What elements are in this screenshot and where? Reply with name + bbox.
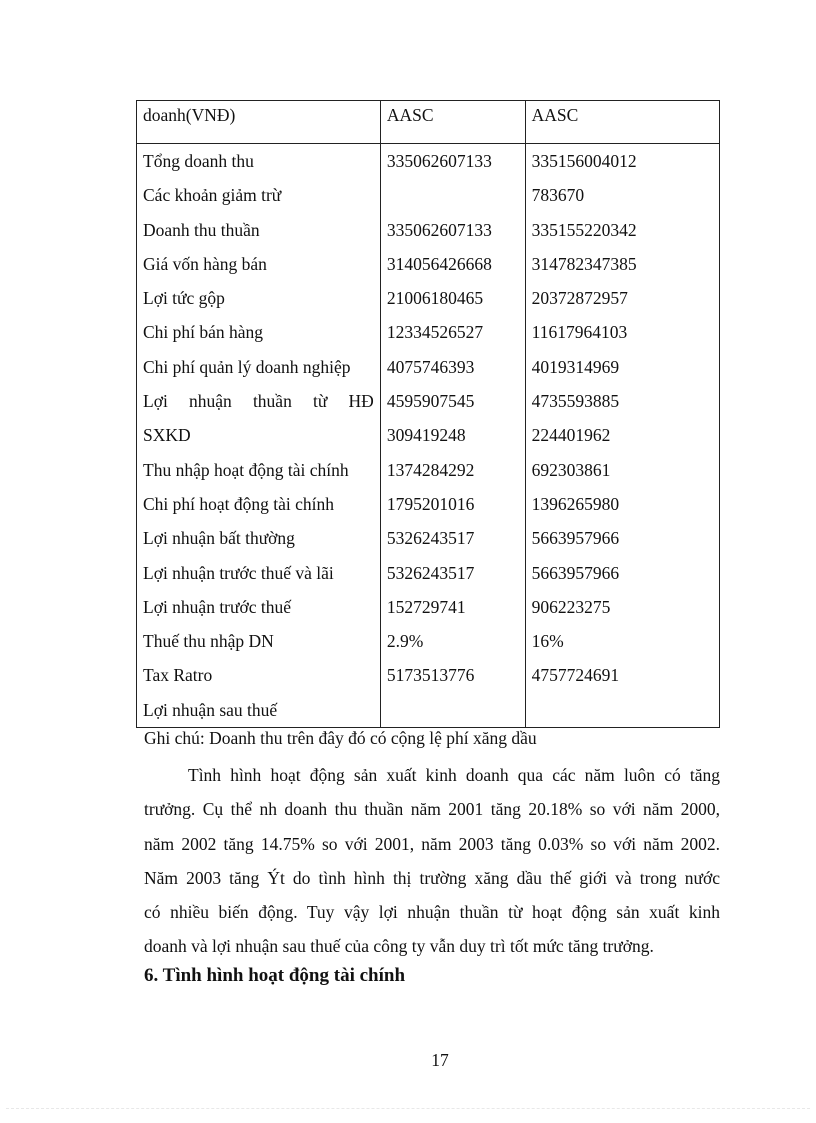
row-value-col1: 4595907545 bbox=[380, 384, 525, 418]
row-value-col2 bbox=[525, 693, 719, 728]
row-value-col1: 335062607133 bbox=[380, 213, 525, 247]
row-value-col2: 5663957966 bbox=[525, 521, 719, 555]
paragraph-line: Năm 2003 tăng Ýt do tình hình thị trường xăng dầu thế giới và trong nước bbox=[144, 867, 720, 888]
row-value-col2: 4019314969 bbox=[525, 350, 719, 384]
table-row bbox=[137, 315, 720, 349]
row-label: Thu nhập hoạt động tài chính bbox=[137, 453, 381, 487]
paragraph-line: trưởng. Cụ thể nh doanh thu thuần năm 2001 tăng 20.18% so với năm 2000, bbox=[144, 799, 720, 820]
row-label: SXKD bbox=[137, 418, 381, 452]
row-label: Lợi nhuận trước thuế và lãi bbox=[137, 556, 381, 590]
row-label: Lợi tức gộp bbox=[137, 281, 381, 315]
row-value-col1: 152729741 bbox=[380, 590, 525, 624]
row-value-col2: 314782347385 bbox=[525, 247, 719, 281]
page-number: 17 bbox=[431, 1050, 449, 1070]
row-value-col2: 783670 bbox=[525, 178, 719, 212]
table-row bbox=[137, 556, 720, 590]
row-value-col1: 5326243517 bbox=[380, 556, 525, 590]
row-label: Doanh thu thuần bbox=[137, 213, 381, 247]
paragraph-line: doanh và lợi nhuận sau thuế của công ty vẫn duy trì tốt mức tăng trưởng. bbox=[144, 936, 654, 957]
row-value-col1: 335062607133 bbox=[380, 144, 525, 179]
row-value-col2: 5663957966 bbox=[525, 556, 719, 590]
row-value-col1: 314056426668 bbox=[380, 247, 525, 281]
row-value-col2: 906223275 bbox=[525, 590, 719, 624]
row-value-col2: 11617964103 bbox=[525, 315, 719, 349]
row-label bbox=[137, 384, 381, 418]
row-value-col2: 1396265980 bbox=[525, 487, 719, 521]
table-note: Ghi chú: Doanh thu trên đây đó có cộng lệ phí xăng dầu bbox=[144, 728, 537, 748]
row-value-col2: 4735593885 bbox=[525, 384, 719, 418]
row-value-col1: 5173513776 bbox=[380, 658, 525, 692]
table-row bbox=[137, 624, 720, 658]
row-label: Tax Ratro bbox=[137, 658, 381, 692]
row-value-col1: 4075746393 bbox=[380, 350, 525, 384]
row-value-col2: 20372872957 bbox=[525, 281, 719, 315]
row-label: Chi phí quản lý doanh nghiệp bbox=[137, 350, 381, 384]
table-row bbox=[137, 453, 720, 487]
row-value-col1: 5326243517 bbox=[380, 521, 525, 555]
financial-table bbox=[136, 100, 720, 728]
row-value-col1: 309419248 bbox=[380, 418, 525, 452]
row-value-col2: 335156004012 bbox=[525, 144, 719, 179]
table-row bbox=[137, 418, 720, 452]
section-heading: 6. Tình hình hoạt động tài chính bbox=[144, 965, 406, 986]
row-value-col1: 12334526527 bbox=[380, 315, 525, 349]
row-value-col2: 16% bbox=[525, 624, 719, 658]
row-value-col1: 2.9% bbox=[380, 624, 525, 658]
table-row bbox=[137, 590, 720, 624]
row-label: Các khoản giảm trừ bbox=[137, 178, 381, 212]
table-row bbox=[137, 281, 720, 315]
row-label: Lợi nhuận sau thuế bbox=[137, 693, 381, 728]
page-edge-line bbox=[6, 1108, 810, 1109]
row-value-col2: 335155220342 bbox=[525, 213, 719, 247]
table-row bbox=[137, 384, 720, 418]
row-value-col1: 1374284292 bbox=[380, 453, 525, 487]
paragraph-line: Tình hình hoạt động sản xuất kinh doanh qua các năm luôn có tăng bbox=[188, 765, 720, 785]
row-label: Giá vốn hàng bán bbox=[137, 247, 381, 281]
paragraph-line: năm 2002 tăng 14.75% so với 2001, năm 2003 tăng 0.03% so với năm 2002. bbox=[144, 833, 720, 854]
row-label: Lợi nhuận trước thuế bbox=[137, 590, 381, 624]
row-value-col2: 692303861 bbox=[525, 453, 719, 487]
row-label-word: thuần bbox=[252, 391, 292, 412]
body-paragraph bbox=[144, 758, 720, 964]
table-header-row bbox=[137, 101, 720, 144]
row-value-col1: 1795201016 bbox=[380, 487, 525, 521]
row-label: Chi phí hoạt động tài chính bbox=[137, 487, 381, 521]
row-value-col2: 4757724691 bbox=[525, 658, 719, 692]
table-row bbox=[137, 693, 720, 728]
table-row bbox=[137, 487, 720, 521]
row-value-col1 bbox=[380, 178, 525, 212]
row-label-word: nhuận bbox=[188, 391, 232, 412]
table-row bbox=[137, 178, 720, 212]
row-label: Chi phí bán hàng bbox=[137, 315, 381, 349]
header-cell-col1: AASC bbox=[380, 101, 525, 144]
row-label-word: Lợi bbox=[143, 391, 168, 412]
row-label: Tổng doanh thu bbox=[137, 144, 381, 179]
table-row bbox=[137, 247, 720, 281]
row-value-col1 bbox=[380, 693, 525, 728]
paragraph-line: có nhiều biến động. Tuy vậy lợi nhuận thuần từ hoạt động sản xuất kinh bbox=[144, 902, 720, 923]
row-label: Lợi nhuận bất thường bbox=[137, 521, 381, 555]
table-row bbox=[137, 521, 720, 555]
table-row bbox=[137, 144, 720, 179]
row-value-col1: 21006180465 bbox=[380, 281, 525, 315]
table-row bbox=[137, 658, 720, 692]
row-label: Thuế thu nhập DN bbox=[137, 624, 381, 658]
table-row bbox=[137, 213, 720, 247]
row-label-word: HĐ bbox=[348, 391, 374, 412]
header-cell-label: doanh(VNĐ) bbox=[137, 101, 381, 144]
header-cell-col2: AASC bbox=[525, 101, 719, 144]
row-label-word: từ bbox=[313, 391, 328, 412]
row-value-col2: 224401962 bbox=[525, 418, 719, 452]
table-row bbox=[137, 350, 720, 384]
